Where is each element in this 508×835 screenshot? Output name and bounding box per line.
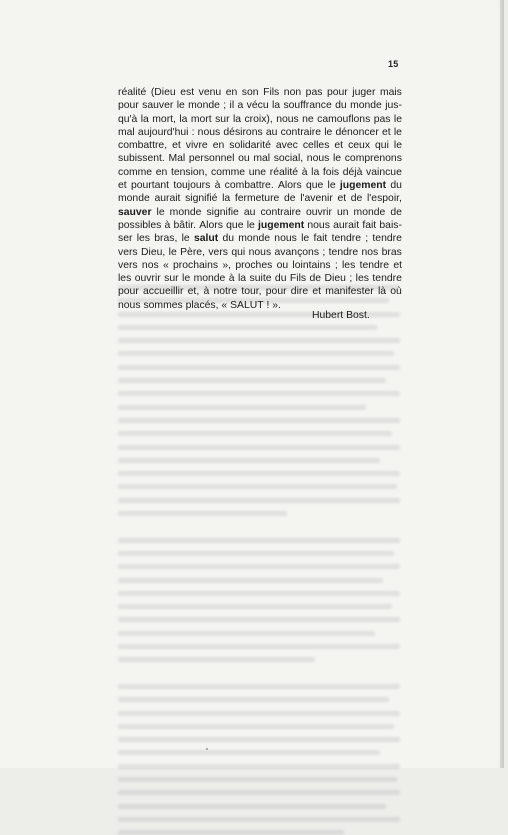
word: les (118, 273, 132, 285)
word: nous (118, 299, 141, 311)
word: qu'à (118, 113, 138, 125)
word: la (238, 273, 247, 285)
word: les (342, 259, 356, 271)
text-line (118, 152, 402, 165)
word: signifié (185, 193, 218, 205)
text-line (118, 272, 402, 285)
word: salut (193, 233, 219, 245)
word: notre (213, 286, 238, 298)
word: comme (118, 166, 153, 178)
ghost-line (118, 684, 400, 689)
page-edge (500, 0, 504, 768)
word: vaincue (366, 166, 402, 178)
ghost-line (118, 471, 400, 476)
word: déjà (342, 166, 363, 178)
ghost-line (118, 817, 400, 822)
ghost-line (118, 644, 400, 649)
word: mais (379, 87, 402, 98)
word: manifester (325, 286, 374, 298)
ghost-line (118, 405, 366, 410)
word: jugement (339, 180, 387, 192)
word: ouvrir (134, 273, 161, 285)
word: qui (231, 246, 246, 258)
word: la (232, 113, 242, 125)
word: le (246, 219, 255, 231)
ghost-line (118, 325, 377, 330)
ghost-line (118, 737, 400, 742)
word: croix), (244, 113, 273, 125)
ghost-line (118, 551, 394, 556)
word: monde (193, 273, 226, 285)
word: juger (352, 87, 376, 98)
word: nous (276, 113, 299, 125)
word: ; (322, 246, 326, 258)
word: monde (238, 233, 271, 245)
word: jus- (385, 100, 402, 112)
word: monde (350, 100, 382, 112)
word: Alors (199, 219, 223, 231)
word: fois (322, 166, 340, 178)
word: sauver (118, 206, 152, 218)
word: vivre (185, 140, 208, 152)
word: ser (118, 233, 133, 245)
word: toujours (173, 180, 211, 192)
word: tendre (331, 233, 362, 245)
ghost-line (118, 445, 400, 450)
word: nos (141, 259, 159, 271)
word: au (265, 126, 278, 138)
word: « (221, 299, 228, 311)
text-line (118, 126, 402, 139)
word: nous (197, 126, 221, 138)
word: », (222, 259, 232, 271)
word: du (274, 273, 287, 285)
word: ; (223, 100, 227, 112)
word: tendre (372, 233, 402, 245)
word: pour (118, 100, 139, 112)
word: et (393, 259, 402, 271)
ghost-line (118, 830, 344, 835)
word: son (241, 87, 259, 98)
word: Fils (263, 87, 280, 98)
word: et (381, 126, 391, 138)
word: ». (272, 299, 281, 311)
ghost-line (118, 657, 315, 662)
word: combattre, (118, 140, 168, 152)
ghost-line (118, 711, 400, 716)
word: le (332, 153, 342, 165)
word: ! (266, 299, 270, 311)
word: ; (334, 259, 338, 271)
word: à (164, 219, 171, 231)
word: la (271, 100, 281, 112)
text-line (118, 86, 402, 99)
word: à (228, 273, 235, 285)
word: que (226, 219, 244, 231)
word: Père, (180, 246, 205, 258)
word: nous (306, 153, 330, 165)
word: de (390, 206, 402, 218)
word: possibles (118, 219, 162, 231)
text-line (118, 179, 402, 192)
text-line (118, 259, 402, 272)
word: fermeture (234, 193, 280, 205)
word: vers (118, 246, 138, 258)
word: monde (353, 206, 386, 218)
ghost-line (118, 790, 400, 795)
word: le (176, 100, 185, 112)
word: du (335, 100, 347, 112)
text-line (118, 99, 402, 112)
ghost-line (118, 391, 400, 396)
word: sauver (142, 100, 174, 112)
word: monde (169, 206, 202, 218)
word: non (283, 87, 302, 98)
word: avec (275, 140, 298, 152)
word: ouvrir (305, 206, 332, 218)
word: les (136, 233, 150, 245)
word: aujourd'hui (137, 126, 189, 138)
ghost-line (118, 617, 400, 622)
word: suite (249, 273, 272, 285)
word: là (377, 286, 387, 298)
word: mort (190, 113, 212, 125)
word: dire (290, 286, 309, 298)
ghost-line (118, 365, 400, 370)
text-line (118, 192, 402, 205)
word: Dieu, (141, 246, 166, 258)
word: comprenons (344, 153, 402, 165)
body-paragraph (118, 86, 402, 312)
word: sur (164, 273, 179, 285)
word: fait (362, 219, 377, 231)
ghost-line (118, 351, 394, 356)
word: aurait (154, 193, 181, 205)
word: nous (248, 246, 272, 258)
word: tour, (241, 286, 262, 298)
ghost-line (118, 458, 380, 463)
word: social, (273, 153, 304, 165)
word: où (390, 286, 402, 298)
ghost-line (118, 697, 389, 702)
page-number: 15 (388, 59, 399, 69)
word: personnel (188, 153, 235, 165)
ghost-line (118, 338, 400, 343)
word: tendre (372, 273, 402, 285)
word: sur (215, 113, 230, 125)
ghost-line (118, 378, 386, 383)
ghost-line (118, 418, 400, 423)
word: monde (188, 100, 220, 112)
word: à (301, 166, 308, 178)
word: il (229, 100, 235, 112)
ghost-line (118, 431, 392, 436)
word: Alors (277, 180, 302, 192)
word: aurait (333, 219, 360, 231)
word: nous (307, 219, 330, 231)
ghost-line (118, 538, 400, 543)
word: pourtant (130, 180, 170, 192)
word: une (248, 166, 267, 178)
word: pour (265, 286, 287, 298)
word: proches (235, 259, 273, 271)
word: du (222, 233, 235, 245)
word: bras, (154, 233, 178, 245)
word: le (301, 233, 310, 245)
word: mal (253, 153, 271, 165)
word: venu (198, 87, 222, 98)
word: ; (349, 273, 353, 285)
word: « (162, 259, 169, 271)
word: et (337, 193, 347, 205)
word: l'espoir, (367, 193, 402, 205)
word: de (350, 193, 363, 205)
word: que (305, 180, 324, 192)
text-line (118, 219, 402, 232)
ghost-line (118, 750, 380, 755)
word: le (168, 246, 177, 258)
word: est (180, 87, 195, 98)
word: bais- (379, 219, 402, 231)
word: camouflons (317, 113, 371, 125)
word: ne (302, 113, 314, 125)
word: la (222, 193, 231, 205)
text-line (118, 232, 402, 245)
word: de (309, 273, 322, 285)
word: et (172, 140, 181, 152)
ghost-line (118, 777, 397, 782)
ghost-line (118, 604, 392, 609)
word: avançons (274, 246, 320, 258)
ghost-line (118, 804, 386, 809)
word: signifie (206, 206, 239, 218)
word: ou (276, 259, 289, 271)
word: fait (313, 233, 328, 245)
word: le (324, 126, 333, 138)
paper-speck (206, 748, 208, 750)
ghost-line (118, 631, 375, 636)
word: nos (361, 246, 379, 258)
word: jugement (257, 219, 305, 231)
text-line (118, 113, 402, 126)
word: la (140, 113, 149, 125)
author-signature: Hubert Bost. (312, 310, 370, 321)
word: Mal (168, 153, 186, 165)
word: au (243, 206, 256, 218)
word: monde (118, 193, 150, 205)
word: solidarité (229, 140, 271, 152)
word: souffrance (283, 100, 332, 112)
word: et (334, 140, 344, 152)
word: qui (375, 140, 389, 152)
text-line (118, 206, 402, 219)
text-line (118, 139, 402, 152)
word: ; (365, 233, 369, 245)
word: en (155, 166, 168, 178)
ghost-line (118, 498, 400, 503)
word: dénoncer (335, 126, 379, 138)
word: mort, (152, 113, 176, 125)
word: réalité (118, 87, 147, 98)
word: ou (238, 153, 250, 165)
word: nous (274, 233, 297, 245)
word: les (355, 273, 369, 285)
word: pas (373, 113, 391, 125)
word: (Dieu (150, 87, 176, 98)
ghost-line (118, 724, 394, 729)
word: en (225, 87, 238, 98)
word: Fils (289, 273, 307, 285)
word: la (179, 113, 188, 125)
text-line (118, 285, 402, 298)
word: désirons (223, 126, 263, 138)
word: en (212, 140, 225, 152)
word: combattre. (224, 180, 274, 192)
word: tension, (170, 166, 208, 178)
word: subissent. (118, 153, 165, 165)
word: accueillir (143, 286, 184, 298)
word: comme (211, 166, 246, 178)
word: bras (381, 246, 402, 258)
word: le (393, 126, 402, 138)
word: et (312, 286, 322, 298)
text-line (118, 166, 402, 179)
text-line (118, 246, 402, 259)
word: tendre (328, 246, 359, 258)
word: le (393, 140, 402, 152)
ghost-line (118, 511, 287, 516)
word: prochains (173, 259, 219, 271)
ghost-line (118, 591, 400, 596)
ghost-line (118, 578, 383, 583)
word: celles (302, 140, 330, 152)
word: réalité (269, 166, 299, 178)
word: bâtir. (173, 219, 197, 231)
word: à (214, 180, 221, 192)
ghost-line (118, 484, 397, 489)
word: pas (305, 87, 323, 98)
word: pour (118, 286, 139, 298)
ghost-line (118, 564, 400, 569)
word: vers (208, 246, 228, 258)
word: sommes (143, 299, 183, 311)
word: le (181, 233, 190, 245)
word: à (203, 286, 210, 298)
word: le (182, 273, 191, 285)
word: de (283, 193, 296, 205)
word: le (393, 113, 402, 125)
word: la (311, 166, 320, 178)
word: vers (118, 259, 138, 271)
word: contraire (280, 126, 322, 138)
word: un (336, 206, 349, 218)
word: mal (118, 126, 135, 138)
show-through-text (118, 285, 400, 645)
word: le (327, 180, 336, 192)
word: Dieu (324, 273, 346, 285)
word: et, (187, 286, 200, 298)
word: vécu (246, 100, 269, 112)
word: et (118, 180, 127, 192)
word: lointains (292, 259, 331, 271)
word: ceux (348, 140, 371, 152)
word: contraire (260, 206, 301, 218)
word: pour (326, 87, 348, 98)
word: a (237, 100, 244, 112)
word: tendre (359, 259, 390, 271)
word: du (390, 180, 402, 192)
word: l'avenir (300, 193, 333, 205)
word: SALUT (230, 299, 264, 311)
word: le (156, 206, 165, 218)
word: : (191, 126, 195, 138)
word: placés, (185, 299, 219, 311)
